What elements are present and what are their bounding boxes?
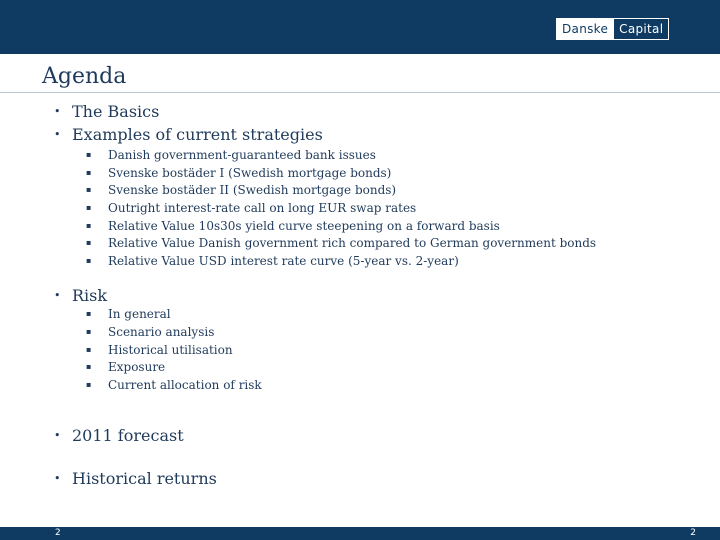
title-divider (0, 92, 720, 93)
bullet-icon: • (54, 429, 61, 442)
sub-item: ▪ Relative Value USD interest rate curve (5-year vs. 2-year) (86, 254, 459, 268)
bullet-icon: ▪ (86, 327, 92, 336)
header-bar (0, 0, 720, 54)
bullet-icon: ▪ (86, 362, 92, 371)
footer-bar (0, 527, 720, 540)
sub-item: ▪ Relative Value Danish government rich compared to German government bonds (86, 236, 597, 250)
agenda-item-returns: • Historical returns (54, 469, 217, 488)
agenda-item-forecast: • 2011 forecast (54, 426, 184, 445)
logo-danske: Danske (557, 19, 613, 39)
slide-title: Agenda (42, 64, 127, 89)
sub-item: ▪ Scenario analysis (86, 325, 215, 339)
sub-item: ▪ Svenske bostäder I (Swedish mortgage bonds) (86, 166, 392, 180)
bullet-icon: • (54, 289, 61, 302)
page-number-right: 2 (690, 528, 696, 538)
bullet-icon: ▪ (86, 150, 92, 159)
danske-capital-logo (556, 18, 669, 40)
bullet-icon: • (54, 472, 61, 485)
sub-item: ▪ Danish government-guaranteed bank issues (86, 148, 376, 162)
sub-item: ▪ Relative Value 10s30s yield curve steepening on a forward basis (86, 219, 500, 233)
agenda-item-basics: • The Basics (54, 102, 160, 121)
bullet-icon: ▪ (86, 168, 92, 177)
bullet-icon: ▪ (86, 221, 92, 230)
sub-item: ▪ Historical utilisation (86, 343, 233, 357)
bullet-icon: • (54, 105, 61, 118)
sub-item: ▪ Exposure (86, 360, 166, 374)
bullet-icon: ▪ (86, 380, 92, 389)
logo-capital: Capital (613, 19, 668, 39)
bullet-icon: ▪ (86, 345, 92, 354)
bullet-icon: • (54, 128, 61, 141)
page-number-left: 2 (55, 528, 61, 538)
sub-item: ▪ Outright interest-rate call on long EUR swap rates (86, 201, 417, 215)
agenda-item-risk: • Risk (54, 286, 108, 305)
sub-item: ▪ Current allocation of risk (86, 378, 262, 392)
bullet-icon: ▪ (86, 185, 92, 194)
bullet-icon: ▪ (86, 256, 92, 265)
agenda-item-strategies: • Examples of current strategies (54, 125, 323, 144)
bullet-icon: ▪ (86, 238, 92, 247)
bullet-icon: ▪ (86, 309, 92, 318)
bullet-icon: ▪ (86, 203, 92, 212)
sub-item: ▪ Svenske bostäder II (Swedish mortgage bonds) (86, 183, 397, 197)
sub-item: ▪ In general (86, 307, 171, 321)
